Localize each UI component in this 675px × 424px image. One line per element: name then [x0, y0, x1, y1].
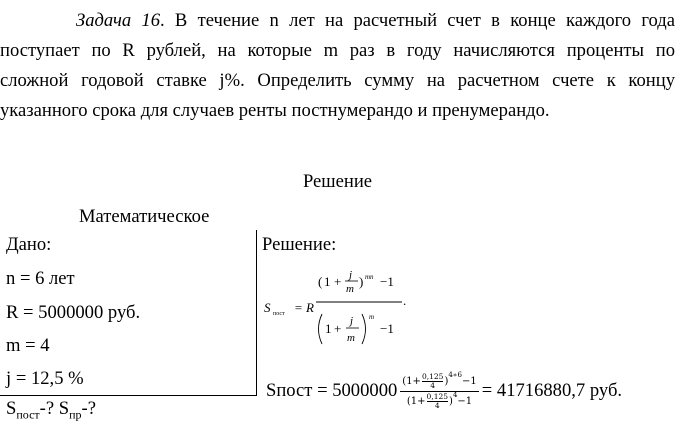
formula-eq-r: = R — [294, 300, 314, 315]
given-m: m = 4 — [6, 335, 50, 356]
problem-line-1: Задача 16. В течение n лет на расчетный счет в конце каждого года — [76, 10, 675, 31]
svg-text:mn: mn — [365, 273, 374, 281]
problem-line-4: указанного срока для случаев ренты постнумерандо и пренумерандо. — [0, 100, 550, 121]
table-divider-horizontal — [0, 395, 257, 396]
find-line: $S_{пост}-$? $S_{пр}-$? — [6, 398, 96, 422]
given-j: j = 12,5 % — [6, 368, 84, 389]
svg-text:j: j — [349, 269, 353, 281]
problem-line-3: сложной годовой ставке j%. Определить сумму на расчетном счете к концу — [0, 70, 675, 91]
numeric-fraction — [400, 370, 478, 410]
numeric-denominator: (1+ $\frac{0,125}{4}$ ) 4 −1 — [406, 390, 473, 410]
given-n: n = 6 лет — [6, 268, 75, 289]
task-label: Задача 16 — [76, 10, 160, 31]
sub-heading: Математическое — [79, 206, 210, 227]
svg-text:1: 1 — [325, 321, 332, 336]
svg-text:1: 1 — [324, 274, 331, 289]
given-r: R = 5000000 руб. — [6, 302, 141, 323]
svg-text:m: m — [346, 283, 354, 295]
svg-text:+: + — [334, 274, 342, 289]
numeric-result-value: = 41716880,7 руб. — [481, 380, 623, 401]
problem-statement — [0, 6, 675, 126]
table-divider-vertical — [256, 230, 257, 395]
svg-text:j: j — [350, 315, 354, 327]
svg-text:−1: −1 — [380, 274, 394, 289]
formula-num-paren-open: ( — [318, 274, 323, 289]
formula-den-paren-close — [362, 314, 366, 344]
svg-text:m: m — [369, 313, 375, 321]
numeric-prefix: Sпост = 5000000 — [266, 380, 398, 401]
numeric-result — [266, 366, 622, 416]
formula-den-paren-open — [319, 314, 323, 344]
formula-num-paren-close: ) — [359, 274, 364, 289]
formula-lhs: S — [264, 300, 271, 315]
svg-text:.: . — [403, 293, 407, 308]
svg-text:+: + — [334, 321, 342, 336]
given-label: Дано: — [6, 234, 52, 255]
numeric-numerator: (1+ $\frac{0,125}{4}$ ) 4∗6 −1 — [402, 370, 477, 390]
general-formula — [262, 262, 422, 358]
solution-heading: Решение — [302, 171, 373, 192]
svg-text:m: m — [347, 332, 355, 344]
solution-label: Решение: — [262, 234, 337, 255]
problem-line-2: поступает по R рублей, на которые m раз в году начисляются проценты по — [0, 40, 675, 61]
svg-text:−1: −1 — [380, 321, 394, 336]
formula-lhs-sub: пост — [273, 311, 285, 317]
